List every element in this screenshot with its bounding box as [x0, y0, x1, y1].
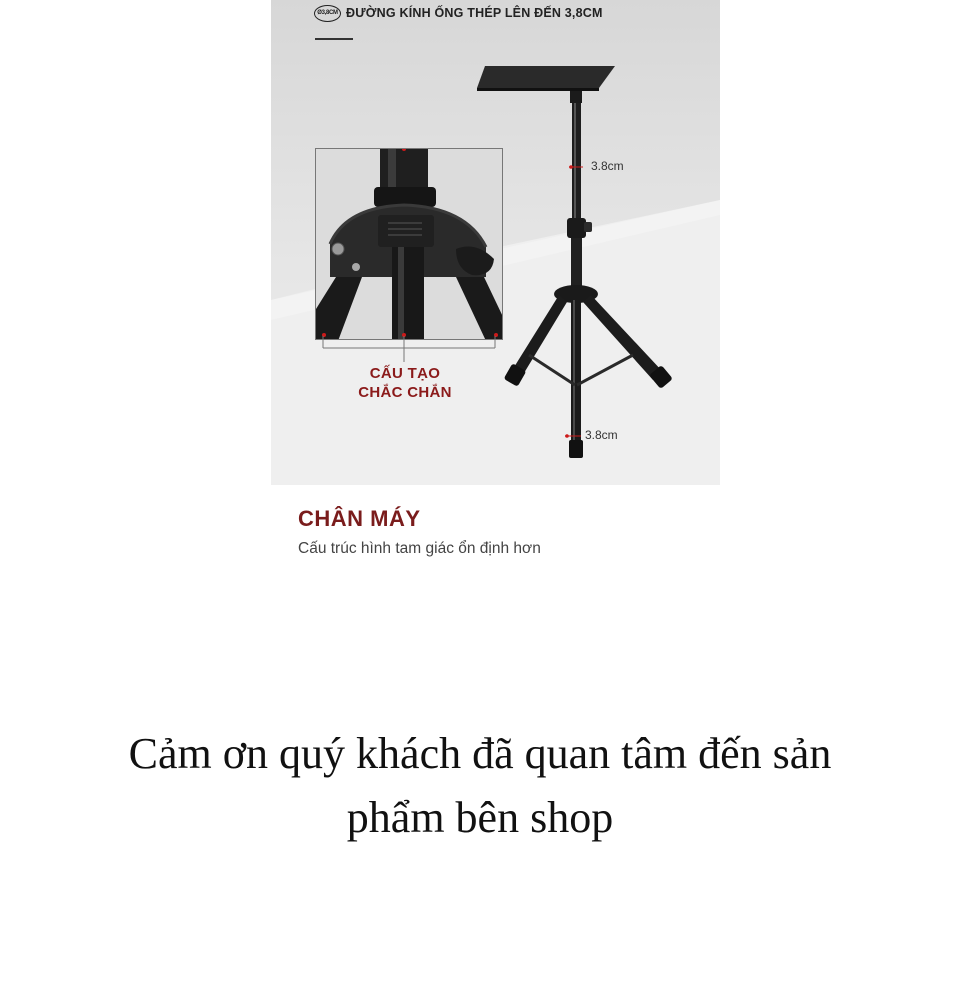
bracket-lines [271, 0, 720, 485]
header-text: ĐƯỜNG KÍNH ỐNG THÉP LÊN ĐẾN 3,8CM [346, 6, 603, 20]
thank-you-line1: Cảm ơn quý khách đã quan tâm đến sản [128, 729, 832, 778]
detail-caption-line1: CẤU TẠO [369, 365, 441, 382]
dimension-label-top: 3.8cm [591, 159, 624, 173]
section-subtitle: Cấu trúc hình tam giác ổn định hơn [298, 540, 541, 557]
thank-you-line2: phẩm bên shop [346, 793, 614, 842]
thank-you-message [40, 722, 920, 850]
diameter-badge-icon: Ø3,8CM [314, 5, 341, 22]
detail-caption-line2: CHẮC CHẮN [358, 384, 452, 401]
section-title: CHÂN MÁY [298, 506, 421, 531]
detail-caption [321, 364, 489, 402]
dimension-label-bottom: 3.8cm [585, 428, 618, 442]
product-image [271, 0, 720, 485]
